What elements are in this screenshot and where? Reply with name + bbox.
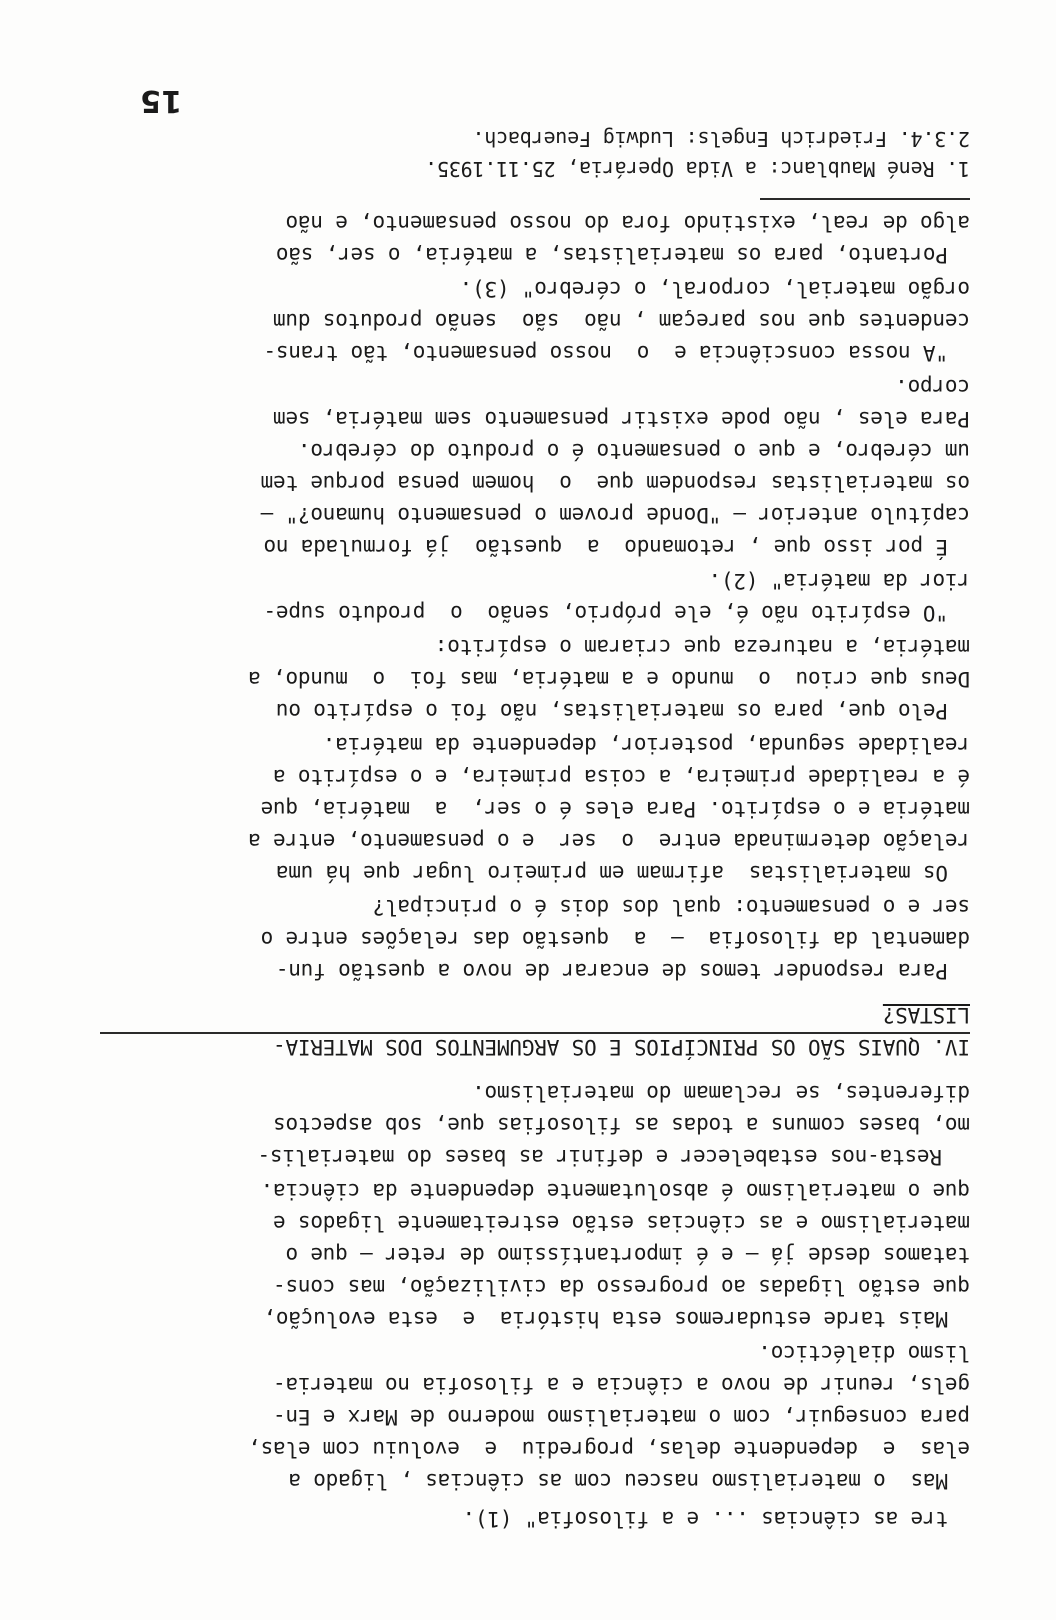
text-line: que estão ligadas ao progresso da civilização, mas cons-	[273, 1275, 970, 1299]
text-line: rior da matéria" (2).	[708, 569, 970, 593]
text-line: diferentes, se reclamam do materialismo.	[472, 1081, 970, 1105]
text-line: matéria e o espírito. Para eles é o ser, a matéria, que	[260, 797, 970, 821]
footnote: 1. René Maublanc: a Vida Operária, 25.11.1935.	[425, 157, 970, 181]
text-line: Mais tarde estudaremos esta história e esta evolução,	[263, 1307, 948, 1331]
text-line: Resta-nos estabelecer e definir as bases do materialis-	[257, 1145, 942, 1169]
text-line: capítulo anterior — "Donde provem o pensamento humano?" —	[260, 503, 970, 527]
text-line: corpo.	[895, 375, 970, 399]
text-line: gels, reunir de novo a ciência e a filosofia no materia-	[273, 1373, 970, 1397]
text-line: materialismo e as ciências estão estreitamente ligados e	[273, 1211, 970, 1235]
text-line: Pelo que, para os materialistas, não foi o espírito ou	[276, 699, 948, 723]
text-line: é a realidade primeira, a coisa primeira, e o espírito a	[273, 765, 970, 789]
footnote: 2.3.4. Friedrich Engels: Ludwig Feuerbach.	[472, 127, 970, 151]
text-line: algo de real, existindo fora do nosso pensamento, e não	[285, 211, 970, 235]
text-line: "A nossa consciência e o nosso pensamento, tão trans-	[263, 341, 948, 365]
text-line: matéria, a natureza que criaram o espírito:	[434, 635, 970, 659]
text-line: lismo dialéctico.	[758, 1341, 970, 1365]
text-line: elas e dependente delas, progrediu e evoluiu com elas,	[248, 1437, 970, 1461]
text-line: damental da filosofia — a questão das relações entre o	[260, 927, 970, 951]
heading-rule	[100, 1032, 970, 1034]
text-line: Para eles , não pode existir pensamento sem matéria, sem	[273, 407, 970, 431]
text-line: um cérebro, e que o pensamento é o produto do cérebro.	[298, 439, 970, 463]
text-line: Para responder temos de encarar de novo a questão fun-	[276, 959, 948, 983]
text-line: para conseguir, com o materialismo moderno de Marx e En-	[273, 1405, 970, 1429]
section-heading: IV. QUAIS SÃO OS PRINCÍPIOS E OS ARGUMENTOS DOS MATERIA-	[273, 1035, 970, 1059]
text-line: Mas o materialismo nasceu com as ciências , ligado a	[288, 1469, 948, 1493]
text-line: que o materialismo é absolutamente dependente da ciência.	[260, 1179, 970, 1203]
text-line: É por isso que , retomando a questão já formulada no	[263, 535, 948, 559]
text-line: "O espírito não é, ele próprio, senão o produto supe-	[263, 601, 948, 625]
text-line: mo, bases comuns a todas as filosofias que, sob aspectos	[273, 1113, 970, 1137]
text-line: Portanto, para os materialistas, a matéria, o ser, são	[276, 243, 948, 267]
footnote-rule	[760, 198, 970, 200]
text-line: Deus que criou o mundo e a matéria, mas foi o mundo, a	[248, 667, 970, 691]
text-line: orgão material, corporal, o cérebro" (3).	[459, 277, 970, 301]
page-number: 15	[140, 83, 182, 118]
section-heading-continued: LISTAS?	[882, 1003, 970, 1027]
text-line: cendentes que nos pareçam , não são senão produtos dum	[273, 309, 970, 333]
text-line: ser e o pensamento: qual dos dois é o principal?	[372, 895, 970, 919]
text-line: relação determinada entre o ser e o pensamento, entre a	[248, 829, 970, 853]
text-line: Os materialistas afirmam em primeiro lugar que há uma	[276, 861, 948, 885]
text-line: realidade segunda, posterior, dependente da matéria.	[322, 733, 970, 757]
text-line: tatamos desde já — e é importantíssimo de reter — que o	[285, 1243, 970, 1267]
text-line: os materialistas respondem que o homem pensa porque tem	[260, 471, 970, 495]
text-line: tre as ciências ... e a filosofia" (1).	[462, 1507, 948, 1531]
